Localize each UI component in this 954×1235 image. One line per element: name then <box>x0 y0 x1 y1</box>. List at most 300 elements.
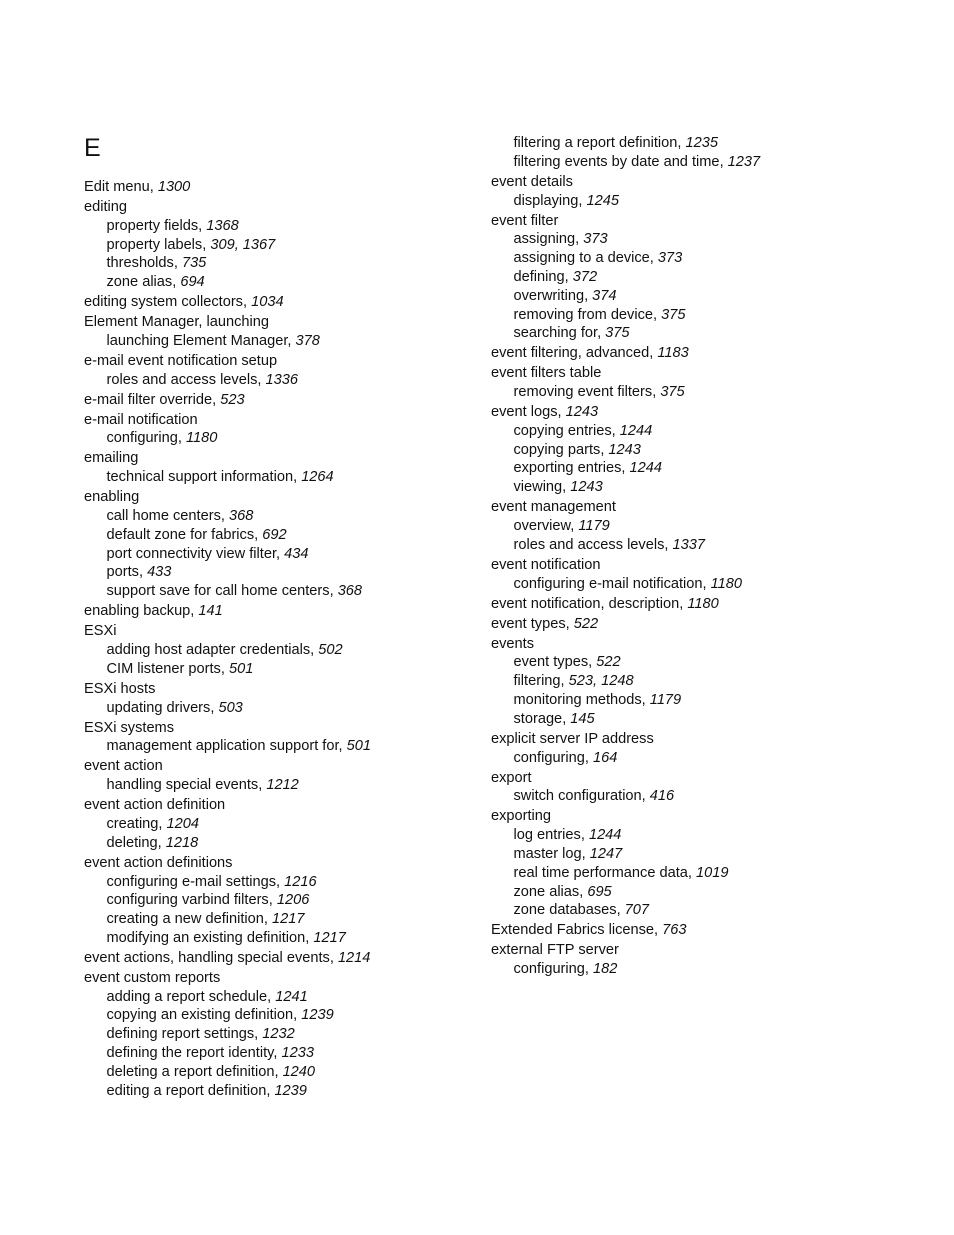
index-entry <box>84 449 484 468</box>
index-term: enabling <box>84 489 140 506</box>
index-separator: , <box>293 469 302 486</box>
index-term: event logs <box>491 404 558 421</box>
index-entry <box>84 796 484 815</box>
index-term: emailing <box>84 450 139 467</box>
index-separator: , <box>679 595 688 612</box>
index-subentry <box>491 230 931 249</box>
index-subentry <box>84 468 484 487</box>
index-subentry <box>491 575 931 594</box>
page-reference: 1245 <box>586 192 619 209</box>
index-term: deleting a report definition <box>106 1063 275 1080</box>
index-term: ESXi systems <box>84 719 175 736</box>
index-subentry <box>491 324 931 343</box>
index-separator: , <box>564 268 573 285</box>
page-reference: 1239 <box>274 1082 307 1099</box>
index-term: property labels <box>106 236 203 253</box>
index-separator: , <box>190 603 199 620</box>
page-reference: 1206 <box>276 892 310 909</box>
index-term: event management <box>491 499 616 516</box>
index-separator: , <box>266 1082 275 1099</box>
index-term: configuring <box>106 430 178 447</box>
index-separator: , <box>212 391 221 408</box>
index-subentry <box>491 826 931 845</box>
index-subentry <box>491 306 931 325</box>
index-subentry <box>491 691 931 710</box>
index-subentry <box>84 891 484 910</box>
index-separator: , <box>276 545 285 562</box>
page-reference: 368 <box>228 508 254 525</box>
index-separator: , <box>702 575 711 592</box>
index-subentry <box>84 873 484 892</box>
index-term: adding host adapter credentials <box>106 642 311 658</box>
index-separator: , <box>268 892 277 909</box>
index-entry <box>84 313 484 332</box>
index-entry <box>84 622 484 641</box>
index-subentry <box>84 660 484 679</box>
index-subentry <box>84 236 484 255</box>
page-reference: 1233 <box>281 1045 314 1062</box>
index-entry <box>491 921 931 940</box>
index-term: event notification <box>491 556 601 573</box>
index-separator: , <box>149 179 158 195</box>
index-entry <box>491 941 931 960</box>
page-reference: 373 <box>583 231 608 248</box>
index-separator: , <box>557 404 566 421</box>
index-term: updating drivers <box>106 699 211 716</box>
index-term: creating a new definition <box>106 911 264 928</box>
index-subentry <box>491 787 931 806</box>
index-subentry <box>84 776 484 795</box>
index-entry <box>491 498 931 517</box>
index-subentry <box>491 845 931 864</box>
index-subentry <box>491 536 931 555</box>
page-reference: 372 <box>572 268 598 285</box>
index-term: copying an existing definition <box>106 1007 294 1024</box>
index-separator: , <box>293 1007 302 1024</box>
page-reference: 1179 <box>649 691 682 708</box>
index-subentry <box>84 254 484 273</box>
index-term: filtering events by date and time <box>513 153 720 170</box>
page-reference: 1180 <box>687 595 719 612</box>
index-subentry <box>84 371 484 390</box>
index-entry <box>84 969 484 988</box>
index-separator: , <box>173 255 182 272</box>
index-term: event action definition <box>84 797 226 814</box>
index-subentry <box>491 478 931 497</box>
index-term: ESXi <box>84 623 117 640</box>
index-column-left <box>84 178 484 1100</box>
index-term: removing from device <box>513 306 654 323</box>
page-reference: 368 <box>337 583 363 600</box>
page-reference: 1244 <box>588 827 622 844</box>
page-reference: 523, 1248 <box>568 673 634 690</box>
index-separator: , <box>677 135 686 151</box>
index-term: filtering a report definition <box>513 135 678 151</box>
index-term: event custom reports <box>84 969 221 986</box>
index-separator: , <box>578 192 587 209</box>
index-term: ESXi hosts <box>84 680 156 697</box>
index-separator: , <box>575 231 584 248</box>
index-term: zone alias <box>513 883 580 900</box>
index-separator: , <box>254 526 263 543</box>
index-subentry <box>84 1044 484 1063</box>
index-separator: , <box>652 384 661 401</box>
page-reference: 763 <box>662 922 687 939</box>
index-term: configuring <box>513 749 585 766</box>
page-reference: 1337 <box>672 536 705 553</box>
index-separator: , <box>581 845 590 862</box>
index-entry <box>491 364 931 383</box>
index-term: displaying <box>513 192 579 209</box>
page-reference: 695 <box>587 883 612 900</box>
index-term: overview <box>513 518 571 535</box>
index-entry <box>491 615 931 634</box>
index-term: event filtering, advanced <box>491 345 650 362</box>
index-term: editing <box>84 198 128 215</box>
index-entry <box>84 198 484 217</box>
index-term: roles and access levels <box>513 536 665 553</box>
index-term: technical support information <box>106 469 294 486</box>
index-subentry <box>491 883 931 902</box>
page-reference: 1243 <box>608 441 641 458</box>
index-subentry <box>84 545 484 564</box>
index-term: searching for <box>513 325 598 342</box>
index-separator: , <box>600 441 609 458</box>
index-entry <box>84 949 484 968</box>
index-separator: , <box>616 902 625 919</box>
index-entry <box>491 212 931 231</box>
page-reference: 1034 <box>251 294 284 311</box>
index-separator: , <box>257 371 266 388</box>
page-reference: 1368 <box>206 217 239 234</box>
index-subentry <box>84 332 484 351</box>
index-term: overwriting <box>513 287 585 304</box>
index-subentry <box>491 249 931 268</box>
index-column-right <box>491 134 931 979</box>
index-separator: , <box>649 250 658 267</box>
index-term: assigning to a device <box>513 250 650 267</box>
index-separator: , <box>172 274 181 291</box>
index-separator: , <box>570 518 579 535</box>
page-reference: 1243 <box>570 479 603 496</box>
index-term: defining <box>513 268 565 285</box>
page-reference: 433 <box>147 564 172 581</box>
index-separator: , <box>687 864 697 881</box>
index-term: modifying an existing definition <box>106 929 306 946</box>
index-separator: , <box>338 738 347 755</box>
index-subentry <box>84 526 484 545</box>
index-entry <box>84 757 484 776</box>
index-separator: , <box>202 236 211 253</box>
index-entry <box>491 807 931 826</box>
page-reference: 1218 <box>165 834 199 851</box>
index-term: editing a report definition <box>106 1082 267 1099</box>
index-entry <box>491 173 931 192</box>
index-term: explicit server IP address <box>491 730 654 747</box>
index-term: e-mail filter override <box>84 391 213 408</box>
page-reference: 1239 <box>301 1007 334 1024</box>
index-term: storage <box>513 710 563 727</box>
index-term: event action definitions <box>84 854 233 871</box>
index-term: zone alias <box>106 274 173 291</box>
index-term: export <box>491 769 532 786</box>
index-term: deleting <box>106 834 158 851</box>
index-subentry <box>491 960 931 979</box>
index-term: filtering <box>513 673 561 690</box>
index-term: external FTP server <box>491 942 619 959</box>
page-reference: 502 <box>318 642 343 658</box>
page-reference: 503 <box>218 699 243 716</box>
page-reference: 1180 <box>186 430 218 447</box>
page-reference: 1216 <box>284 873 317 890</box>
page-reference: 1180 <box>710 575 743 592</box>
index-subentry <box>84 563 484 582</box>
index-subentry <box>84 929 484 948</box>
index-term: assigning <box>513 231 576 248</box>
index-separator: , <box>562 479 571 496</box>
index-entry <box>84 352 484 371</box>
index-separator: , <box>654 922 663 939</box>
index-subentry <box>491 268 931 287</box>
index-term: ports <box>106 564 139 581</box>
index-subentry <box>491 383 931 402</box>
index-term: configuring <box>513 961 585 978</box>
index-separator: , <box>641 788 650 805</box>
index-term: defining report settings <box>106 1026 255 1043</box>
index-subentry <box>84 1063 484 1082</box>
index-subentry <box>84 910 484 929</box>
page-reference: 523 <box>220 391 245 408</box>
index-entry <box>491 403 931 422</box>
index-term: thresholds <box>106 255 174 272</box>
index-subentry <box>491 192 931 211</box>
page-reference: 1019 <box>696 864 729 881</box>
index-separator: , <box>580 827 589 844</box>
index-subentry <box>84 1082 484 1101</box>
index-term: viewing <box>513 479 563 496</box>
index-term: defining the report identity <box>106 1045 274 1062</box>
index-term: configuring varbind filters <box>106 892 269 909</box>
index-term: Extended Fabrics license <box>491 922 655 939</box>
index-entry <box>84 680 484 699</box>
index-term: exporting entries <box>513 460 622 477</box>
index-separator: , <box>177 430 187 447</box>
page-reference: 735 <box>181 255 207 272</box>
page-reference: 378 <box>295 332 320 349</box>
page-reference: 522 <box>596 654 621 671</box>
index-separator: , <box>329 949 338 966</box>
index-term: default zone for fabrics <box>106 526 255 543</box>
index-term: configuring e-mail settings <box>106 873 277 890</box>
index-subentry <box>491 864 931 883</box>
index-subentry <box>84 641 484 660</box>
index-separator: , <box>562 710 571 727</box>
section-letter-heading: E <box>84 134 101 162</box>
index-term: editing system collectors <box>84 294 243 311</box>
index-term: Edit menu <box>84 179 150 195</box>
index-term: copying entries <box>513 422 612 439</box>
index-separator: , <box>560 673 569 690</box>
index-subentry <box>491 749 931 768</box>
index-separator: , <box>719 153 728 170</box>
page-reference: 694 <box>180 274 205 291</box>
index-term: events <box>491 635 534 652</box>
index-term: port connectivity view filter <box>106 545 277 562</box>
index-separator: , <box>242 294 252 311</box>
index-separator: , <box>254 1026 263 1043</box>
index-separator: , <box>198 217 207 234</box>
index-term: adding a report schedule <box>106 988 268 1005</box>
index-subentry <box>491 441 931 460</box>
index-term: removing event filters <box>513 384 653 401</box>
page-reference: 1217 <box>272 911 305 928</box>
index-term: event actions, handling special events <box>84 949 330 966</box>
index-subentry <box>491 653 931 672</box>
index-term: e-mail notification <box>84 411 198 428</box>
index-subentry <box>491 901 931 920</box>
index-separator: , <box>329 583 338 600</box>
index-separator: , <box>157 834 166 851</box>
index-entry <box>84 411 484 430</box>
page-reference: 141 <box>198 603 223 620</box>
index-separator: , <box>310 642 319 658</box>
index-term: event action <box>84 758 163 775</box>
index-subentry <box>491 287 931 306</box>
index-separator: , <box>305 929 314 946</box>
index-subentry <box>84 1025 484 1044</box>
index-term: event types <box>513 654 589 671</box>
index-term: Element Manager, launching <box>84 314 269 331</box>
index-term: event types <box>491 615 566 632</box>
page-reference: 1235 <box>685 135 718 151</box>
index-term: copying parts <box>513 441 601 458</box>
index-separator: , <box>276 873 285 890</box>
index-entry <box>84 854 484 873</box>
page-reference: 1241 <box>275 988 308 1005</box>
page-reference: 692 <box>262 526 287 543</box>
index-entry <box>491 730 931 749</box>
page-reference: 1237 <box>727 153 761 170</box>
index-term: configuring e-mail notification <box>513 575 703 592</box>
page-reference: 416 <box>649 788 675 805</box>
page-reference: 707 <box>624 902 650 919</box>
index-subentry <box>491 710 931 729</box>
index-term: master log <box>513 845 582 862</box>
index-subentry <box>84 988 484 1007</box>
index-separator: , <box>273 1045 282 1062</box>
index-term: management application support for <box>106 738 339 755</box>
index-subentry <box>84 737 484 756</box>
index-subentry <box>84 429 484 448</box>
index-subentry <box>84 273 484 292</box>
index-entry <box>491 595 931 614</box>
index-separator: , <box>263 911 272 928</box>
index-subentry <box>84 699 484 718</box>
page-reference: 1217 <box>313 929 346 946</box>
page-reference: 501 <box>228 660 254 677</box>
index-term: log entries <box>513 827 581 844</box>
index-term: event details <box>491 173 573 190</box>
index-term: exporting <box>491 808 552 825</box>
index-separator: , <box>220 660 229 677</box>
page-reference: 309, 1367 <box>210 236 276 253</box>
page-reference: 1214 <box>337 949 371 966</box>
index-term: roles and access levels <box>106 371 258 388</box>
index-separator: , <box>258 777 267 794</box>
index-subentry <box>84 507 484 526</box>
page-reference: 1240 <box>282 1063 316 1080</box>
index-entry <box>491 635 931 654</box>
page-reference: 1244 <box>629 460 662 477</box>
index-separator: , <box>653 306 662 323</box>
page-reference: 1300 <box>157 179 191 195</box>
index-separator: , <box>138 564 148 581</box>
index-term: zone databases <box>513 902 617 919</box>
index-separator: , <box>584 749 594 766</box>
index-term: event filter <box>491 212 559 229</box>
index-term: switch configuration <box>513 788 642 805</box>
page-reference: 182 <box>593 961 618 978</box>
index-separator: , <box>287 332 296 349</box>
index-separator: , <box>210 699 219 716</box>
page-reference: 1264 <box>301 469 334 486</box>
index-entry <box>84 178 484 197</box>
index-subentry <box>84 815 484 834</box>
index-subentry <box>491 422 931 441</box>
index-separator: , <box>579 883 588 900</box>
page-reference: 522 <box>573 615 599 632</box>
index-subentry <box>84 834 484 853</box>
index-separator: , <box>588 654 597 671</box>
page-reference: 164 <box>593 749 618 766</box>
page-reference: 434 <box>284 545 309 562</box>
index-term: event filters table <box>491 365 602 382</box>
index-term: event notification, description <box>491 595 680 612</box>
page-reference: 1243 <box>565 404 599 421</box>
index-subentry <box>491 517 931 536</box>
page-reference: 1336 <box>265 371 298 388</box>
page-reference: 501 <box>346 738 371 755</box>
page-reference: 1247 <box>589 845 623 862</box>
index-entry <box>84 293 484 312</box>
index-subentry <box>491 153 931 172</box>
page-reference: 1179 <box>578 518 610 535</box>
index-entry <box>84 488 484 507</box>
index-separator: , <box>565 615 574 632</box>
index-subentry <box>84 582 484 601</box>
page-reference: 1183 <box>657 345 689 362</box>
index-term: creating <box>106 815 159 832</box>
index-term: call home centers <box>106 508 221 525</box>
page-reference: 374 <box>592 287 617 304</box>
index-term: CIM listener ports <box>106 660 221 677</box>
index-term: e-mail event notification setup <box>84 352 278 369</box>
index-entry <box>491 769 931 788</box>
index-separator: , <box>158 815 167 832</box>
index-term: property fields <box>106 217 199 234</box>
index-separator: , <box>621 460 630 477</box>
index-term: enabling backup <box>84 603 191 620</box>
index-subentry <box>491 459 931 478</box>
index-subentry <box>84 217 484 236</box>
page-reference: 375 <box>661 306 686 323</box>
index-term: support save for call home centers <box>106 583 330 600</box>
page-reference: 373 <box>657 250 683 267</box>
index-subentry <box>84 1006 484 1025</box>
index-term: launching Element Manager <box>106 332 288 349</box>
index-term: monitoring methods <box>513 691 642 708</box>
index-entry <box>491 556 931 575</box>
